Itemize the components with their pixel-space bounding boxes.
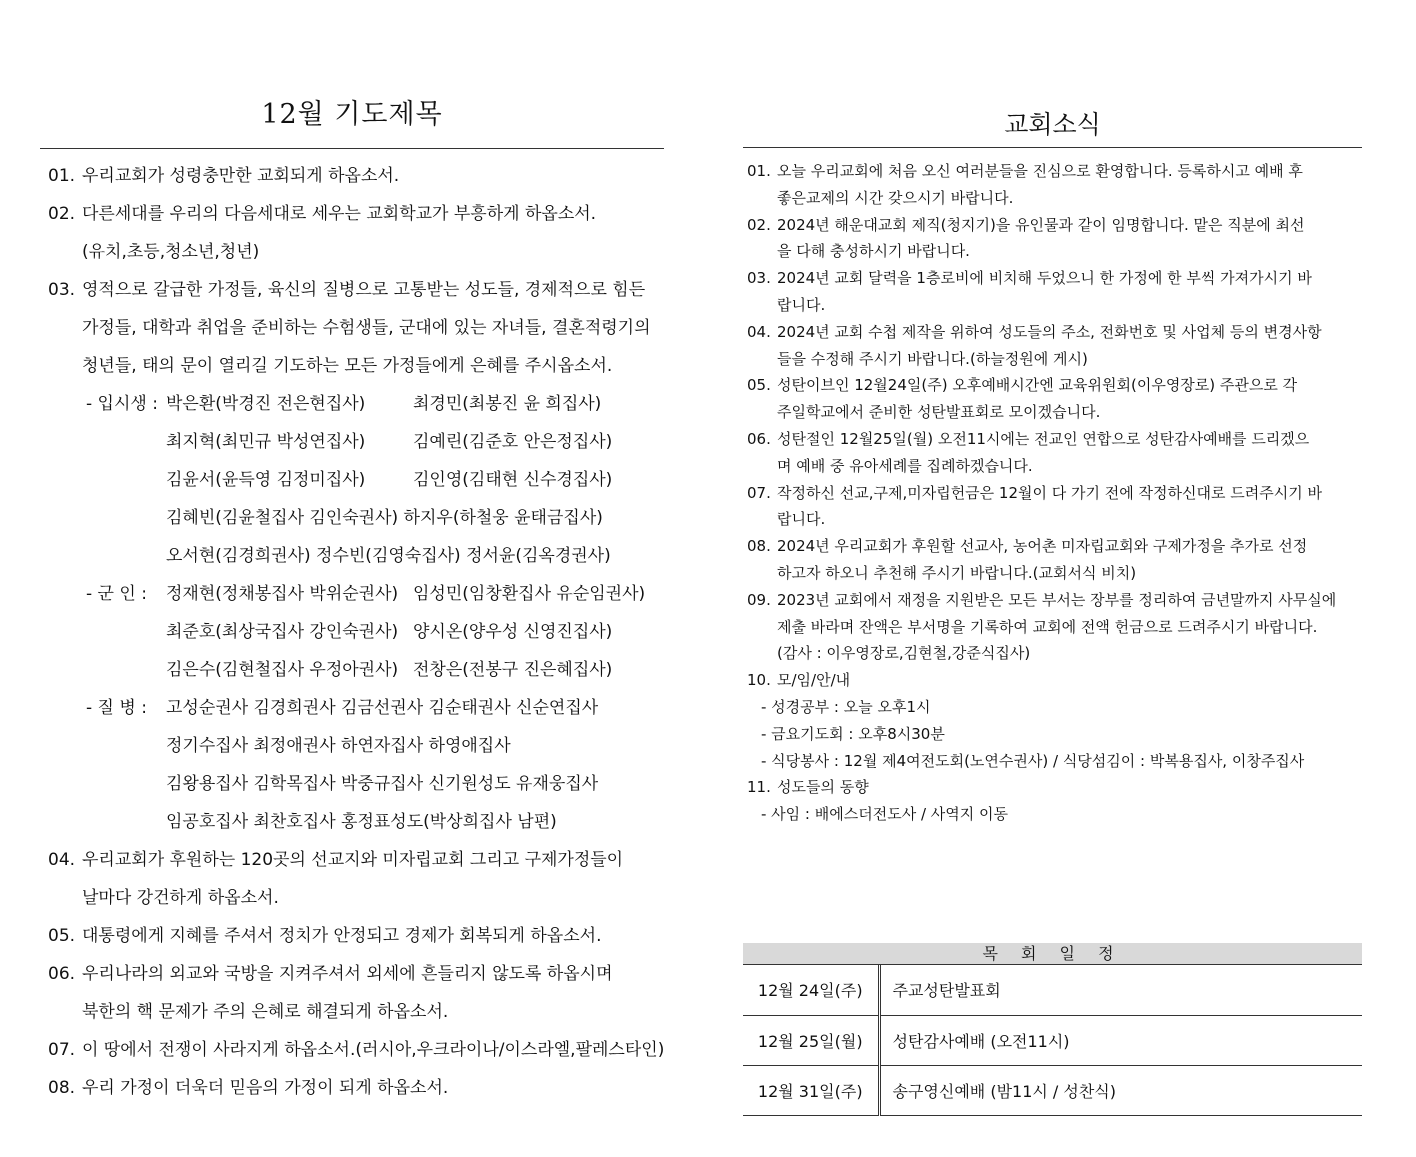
prayer-item-continued: 가정들, 대학과 취업을 준비하는 수험생들, 군대에 있는 자녀들, 결혼적령기의 xyxy=(82,318,651,338)
news-section xyxy=(743,105,1362,828)
prayer-item: 07. 이 땅에서 전쟁이 사라지게 하옵소서.(러시아,우크라이나/이스라엘,팔레스타인) xyxy=(48,1040,664,1060)
meeting-subitem: - 식당봉사 : 12월 제4여전도회(노연수권사) / 식당섬김이 : 박복용집사, 이창주집사 xyxy=(761,751,1305,770)
sick-label: - 질 병 : xyxy=(86,698,147,718)
news-item: 06. 성탄절인 12월25일(월) 오전11시에는 전교인 연합으로 성탄감사예배를 드리겠으 xyxy=(747,429,1310,448)
sick-group-row: - 질 병 : 고성순권사 김경희권사 김금선권사 김순태권사 신순연집사 xyxy=(40,689,664,727)
news-item-continued: 며 예배 중 유아세례를 집례하겠습니다. xyxy=(777,456,1033,475)
sick-group-row: 정기수집사 최정애권사 하연자집사 하영애집사 xyxy=(166,736,511,756)
member-movement-subitem: - 사임 : 배에스더전도사 / 사역지 이동 xyxy=(761,805,1008,824)
exam-group-row: 김혜빈(김윤철집사 김인숙권사) 하지우(하철웅 윤태금집사) xyxy=(166,508,603,528)
news-item: 07. 작정하신 선교,구제,미자립헌금은 12월이 다 가기 전에 작정하신대로 드려주시기 바 xyxy=(747,483,1322,502)
exam-group-row: 김윤서(윤득영 김정미집사) 김인영(김태현 신수경집사) xyxy=(166,470,613,490)
military-group-row: - 군 인 : 정재현(정채봉집사 박위순권사) 임성민(임창환집사 유순임권사) xyxy=(40,575,664,613)
news-divider xyxy=(743,147,1362,148)
prayer-item: 04. 우리교회가 후원하는 120곳의 선교지와 미자립교회 그리고 구제가정들이 xyxy=(48,850,624,870)
schedule-event: 송구영신예배 (밤11시 / 성찬식) xyxy=(879,1065,1362,1115)
exam-group-row: - 입시생 : 박은환(박경진 전은현집사) 최경민(최봉진 윤 희집사) xyxy=(40,385,664,423)
meeting-subitem: - 금요기도회 : 오후8시30분 xyxy=(761,724,945,743)
news-item: 11. 성도들의 동향 xyxy=(747,778,869,797)
schedule-table xyxy=(743,965,1362,1116)
military-label: - 군 인 : xyxy=(86,584,147,604)
news-item-continued: 들을 수정해 주시기 바랍니다.(하늘정원에 게시) xyxy=(777,349,1088,368)
prayer-item: 08. 우리 가정이 더욱더 믿음의 가정이 되게 하옵소서. xyxy=(48,1078,449,1098)
prayer-item-continued: 날마다 강건하게 하옵소서. xyxy=(82,888,279,908)
news-item: 08. 2024년 우리교회가 후원할 선교사, 농어촌 미자립교회와 구제가정을 추가로 선정 xyxy=(747,537,1308,556)
schedule-event: 성탄감사예배 (오전11시) xyxy=(879,1015,1362,1065)
news-list xyxy=(743,158,1362,828)
news-item: 03. 2024년 교회 달력을 1층로비에 비치해 두었으니 한 가정에 한 부씩 가져가시기 바 xyxy=(747,269,1312,288)
news-item-continued: 주일학교에서 준비한 성탄발표회로 모이겠습니다. xyxy=(777,403,1101,422)
table-row xyxy=(743,965,1362,1015)
news-item: 05. 성탄이브인 12월24일(주) 오후예배시간엔 교육위원회(이우영장로) 주관으로 각 xyxy=(747,376,1298,395)
meeting-subitem: - 성경공부 : 오늘 오후1시 xyxy=(761,697,931,716)
sick-group-row: 김왕용집사 김학목집사 박중규집사 신기원성도 유재웅집사 xyxy=(166,774,599,794)
prayer-item: 03. 영적으로 갈급한 가정들, 육신의 질병으로 고통받는 성도들, 경제적으로 힘든 xyxy=(48,280,646,300)
sick-group-row: 임공호집사 최찬호집사 홍정표성도(박상희집사 남편) xyxy=(166,812,557,832)
news-item: 04. 2024년 교회 수첩 제작을 위하여 성도들의 주소, 전화번호 및 사업체 등의 변경사항 xyxy=(747,322,1322,341)
pastoral-schedule xyxy=(743,943,1362,1116)
news-item: 02. 2024년 해운대교회 제직(청지기)을 유인물과 같이 임명합니다. 맡은 직분에 최선 xyxy=(747,215,1305,234)
exam-group-row: 최지혁(최민규 박성연집사) 김예린(김준호 안은정집사) xyxy=(166,432,613,452)
news-item-continued: 좋은교제의 시간 갖으시기 바랍니다. xyxy=(777,188,1014,207)
prayer-title: 12월 기도제목 xyxy=(261,99,443,130)
news-title: 교회소식 xyxy=(1004,110,1101,139)
schedule-date: 12월 24일(주) xyxy=(743,965,879,1015)
news-item: 01. 오늘 우리교회에 처음 오신 여러분들을 진심으로 환영합니다. 등록하시고 예배 후 xyxy=(747,162,1303,180)
news-item-continued: 을 다해 충성하시기 바랍니다. xyxy=(777,242,970,261)
prayer-item: 01. 우리교회가 성령충만한 교회되게 하옵소서. xyxy=(48,166,400,186)
schedule-title: 목 회 일 정 xyxy=(743,943,1362,965)
prayer-list xyxy=(40,157,664,1107)
news-item-continued: 랍니다. xyxy=(777,295,826,314)
exam-group-row: 오서현(김경희권사) 정수빈(김영숙집사) 정서윤(김옥경권사) xyxy=(166,546,611,566)
news-item: 09. 2023년 교회에서 재정을 지원받은 모든 부서는 장부를 정리하여 금년말까지 사무실에 xyxy=(747,590,1337,609)
prayer-item-continued: (유치,초등,청소년,청년) xyxy=(82,242,260,262)
news-item-continued: (감사 : 이우영장로,김현철,강준식집사) xyxy=(777,644,1031,663)
prayer-item: 05. 대통령에게 지혜를 주셔서 정치가 안정되고 경제가 회복되게 하옵소서. xyxy=(48,926,602,946)
prayer-item: 02. 다른세대를 우리의 다음세대로 세우는 교회학교가 부흥하게 하옵소서. xyxy=(48,204,597,224)
schedule-date: 12월 25일(월) xyxy=(743,1015,879,1065)
table-row xyxy=(743,1065,1362,1115)
military-group-row: 김은수(김현철집사 우정아권사) 전창은(전봉구 진은혜집사) xyxy=(166,660,613,680)
schedule-event: 주교성탄발표회 xyxy=(879,965,1362,1015)
news-item-continued: 하고자 하오니 추천해 주시기 바랍니다.(교회서식 비치) xyxy=(777,563,1137,582)
prayer-item: 06. 우리나라의 외교와 국방을 지켜주셔서 외세에 흔들리지 않도록 하옵시며 xyxy=(48,964,613,984)
news-item: 10. 모/임/안/내 xyxy=(747,671,851,690)
prayer-section xyxy=(40,95,664,1107)
prayer-item-continued: 청년들, 태의 문이 열리길 기도하는 모든 가정들에게 은혜를 주시옵소서. xyxy=(82,356,613,376)
military-group-row: 최준호(최상국집사 강인숙권사) 양시온(양우성 신영진집사) xyxy=(166,622,613,642)
news-item-continued: 랍니다. xyxy=(777,510,826,529)
news-item-continued: 제출 바라며 잔액은 부서명을 기록하여 교회에 전액 헌금으로 드려주시기 바랍니다. xyxy=(777,617,1318,636)
prayer-divider xyxy=(40,148,664,149)
prayer-item-continued: 북한의 핵 문제가 주의 은혜로 해결되게 하옵소서. xyxy=(82,1002,449,1022)
table-row xyxy=(743,1015,1362,1065)
exam-label: - 입시생 : xyxy=(86,394,158,414)
schedule-date: 12월 31일(주) xyxy=(743,1065,879,1115)
